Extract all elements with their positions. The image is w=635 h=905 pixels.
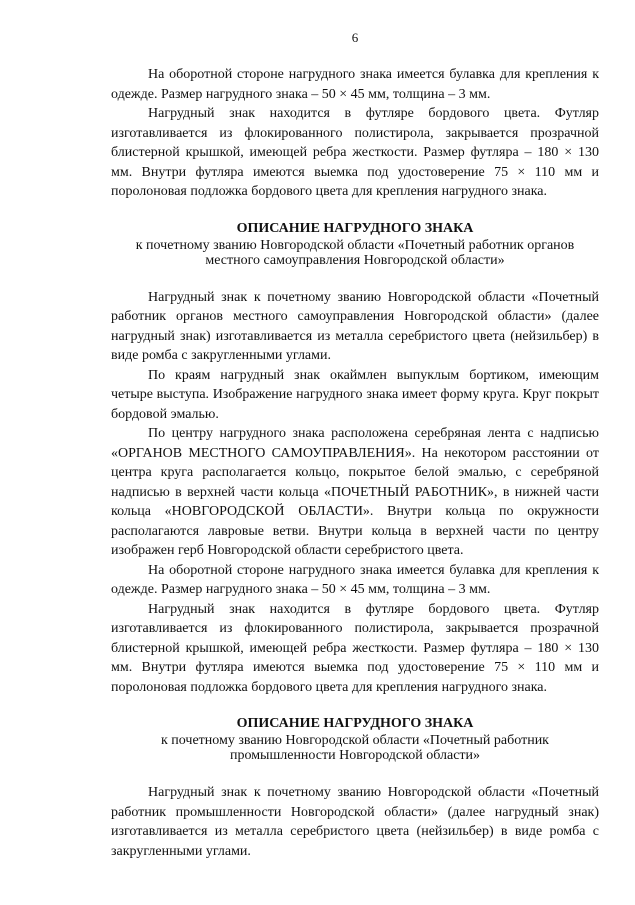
section-description-local-government bbox=[111, 220, 599, 698]
section-subheading-line: местного самоуправления Новгородской области» bbox=[205, 252, 505, 268]
document-page bbox=[111, 30, 599, 861]
section-description-industry bbox=[111, 715, 599, 861]
page-number: 6 bbox=[351, 30, 359, 45]
paragraph: Нагрудный знак находится в футляре бордового цвета. Футляр изготавливается из флокированного полистирола, закрывается прозрачной блистерной крышкой, имеющей ребра жесткости. Размер футляра – 180 × 130 мм. Внутри футляра имеются выемка под удостоверение 75 × 110 мм и поролоновая подложка бордового цвета для крепления нагрудного знака. bbox=[111, 601, 599, 695]
paragraph: Нагрудный знак к почетному званию Новгородской области «Почетный работник промышленности Новгородской области» (далее нагрудный знак) изготавливается из металла серебристого цвета (нейзильбер) в виде ромба с закругленными углами. bbox=[111, 785, 599, 859]
paragraph: На оборотной стороне нагрудного знака имеется булавка для крепления к одежде. Размер нагрудного знака – 50 × 45 мм, толщина – 3 мм. bbox=[111, 67, 599, 102]
paragraph: Нагрудный знак находится в футляре бордового цвета. Футляр изготавливается из флокированного полистирола, закрывается прозрачной блистерной крышкой, имеющей ребра жесткости. Размер футляра – 180 × 130 мм. Внутри футляра имеются выемка под удостоверение 75 × 110 мм и поролоновая подложка бордового цвета для крепления нагрудного знака. bbox=[111, 106, 599, 199]
section-heading: ОПИСАНИЕ НАГРУДНОГО ЗНАКА bbox=[236, 716, 474, 731]
section-subheading-line: к почетному званию Новгородской области «Почетный работник органов bbox=[135, 237, 575, 253]
paragraph: По центру нагрудного знака расположена серебряная лента с надписью «ОРГАНОВ МЕСТНОГО САМОУПРАВЛЕНИЯ». На некотором расстоянии от центра круга располагается кольцо, покрытое белой эмалью, с серебряной надписью в верхней части кольца «ПОЧЕТНЫЙ РАБОТНИК», в нижней части кольца «НОВГОРОДСКОЙ ОБЛАСТИ». Внутри кольца по окружности располагаются лавровые ветви. Внутри кольца в верхней части по центру изображен герб Новгородской области серебристого цвета. bbox=[111, 426, 599, 558]
section-heading: ОПИСАНИЕ НАГРУДНОГО ЗНАКА bbox=[236, 220, 474, 236]
section-subheading-line: промышленности Новгородской области» bbox=[229, 748, 481, 763]
paragraph: По краям нагрудный знак окаймлен выпуклым бортиком, имеющим четыре выступа. Изображение нагрудного знака имеет форму круга. Круг покрыт бордовой эмалью. bbox=[111, 367, 599, 422]
paragraph: На оборотной стороне нагрудного знака имеется булавка для крепления к одежде. Размер нагрудного знака – 50 × 45 мм, толщина – 3 мм. bbox=[111, 562, 599, 597]
section-subheading-line: к почетному званию Новгородской области «Почетный работник bbox=[160, 733, 549, 748]
paragraph: Нагрудный знак к почетному званию Новгородской области «Почетный работник органов местного самоуправления Новгородской области» (далее нагрудный знак) изготавливается из металла серебристого цвета (нейзильбер) в виде ромба с закругленными углами. bbox=[111, 289, 599, 363]
